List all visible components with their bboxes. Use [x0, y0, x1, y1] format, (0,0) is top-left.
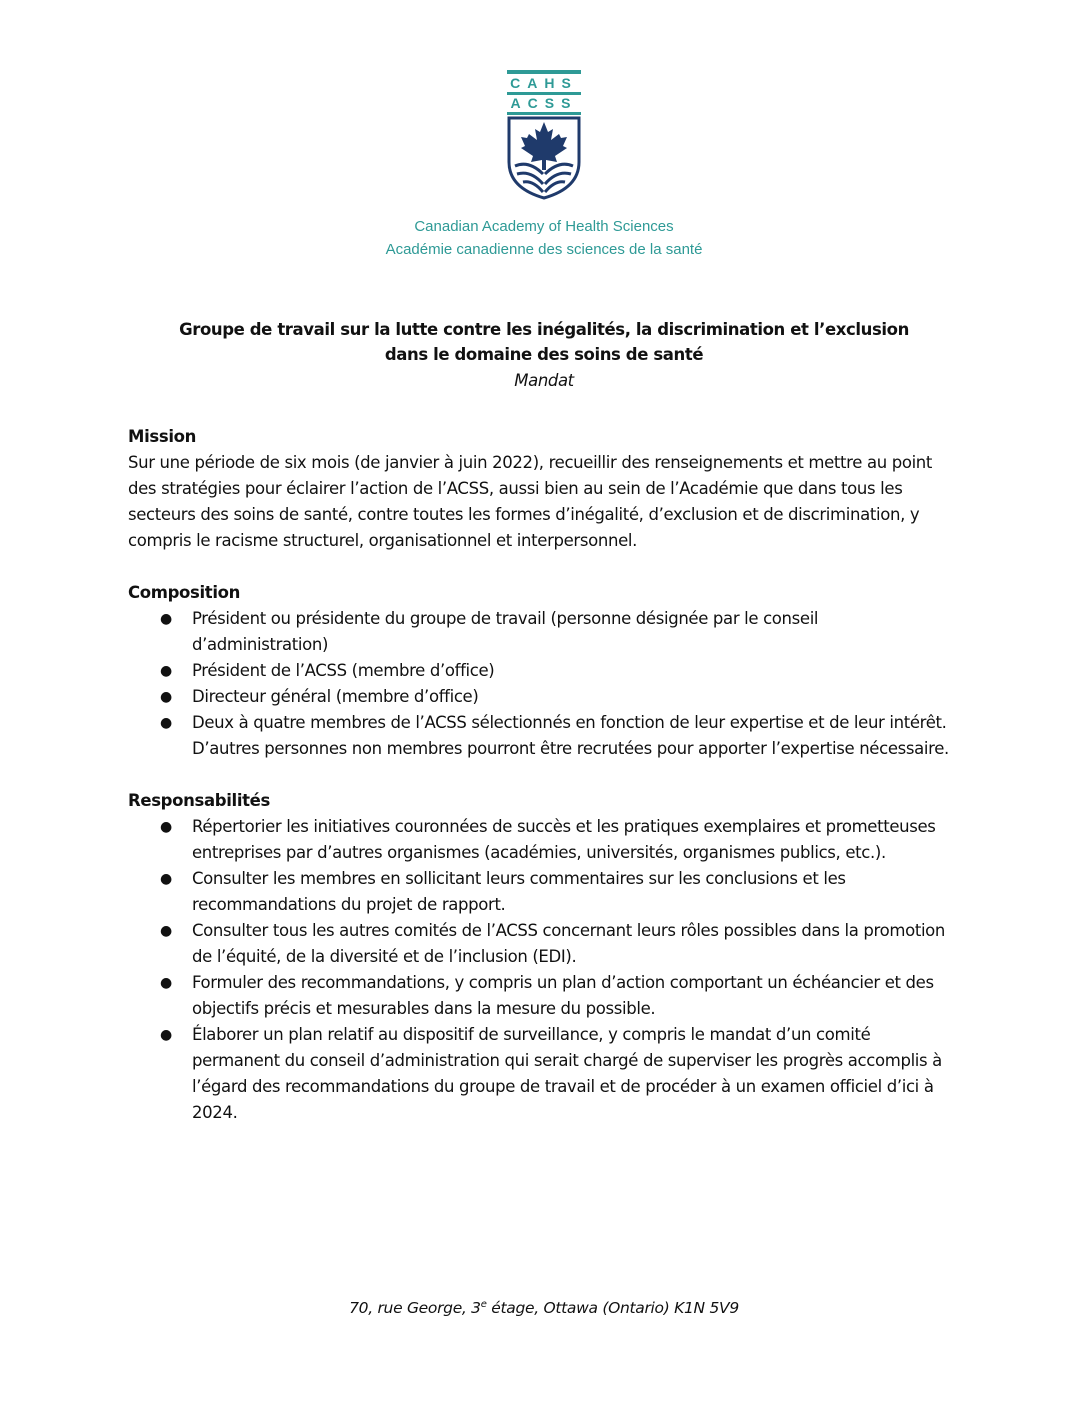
- list-item: [128, 684, 960, 710]
- bullet-icon: ●: [160, 871, 172, 887]
- bullet-icon: ●: [160, 923, 172, 939]
- list-item-text: Président de l’ACSS (membre d’office): [192, 661, 495, 680]
- organization-name-english: Canadian Academy of Health Sciences: [414, 218, 674, 235]
- bullet-icon: ●: [160, 819, 172, 835]
- bullet-icon: ●: [160, 975, 172, 991]
- list-item-text: Consulter les membres en sollicitant leurs commentaires sur les conclusions et les recommandations du projet de rapport.: [192, 869, 846, 914]
- list-item: [128, 710, 960, 762]
- list-item-text: Répertorier les initiatives couronnées de succès et les pratiques exemplaires et prometteuses entreprises par d’autres organismes (académies, universités, organismes publics, etc.).: [192, 817, 936, 862]
- list-item-text: Président ou présidente du groupe de travail (personne désignée par le conseil d’administration): [192, 609, 819, 654]
- document-title-line-2: dans le domaine des soins de santé: [384, 345, 704, 364]
- list-item-text: Consulter tous les autres comités de l’ACSS concernant leurs rôles possibles dans la promotion de l’équité, de la diversité et de l’inclusion (EDI).: [192, 921, 946, 966]
- bullet-icon: ●: [160, 611, 172, 627]
- list-item: [128, 1022, 960, 1126]
- logo-text-cahs: CAHS: [510, 75, 578, 91]
- logo-top-bar: [507, 70, 581, 74]
- bullet-icon: ●: [160, 689, 172, 705]
- document-body: [128, 424, 960, 1152]
- list-item: [128, 658, 960, 684]
- bullet-icon: ●: [160, 663, 172, 679]
- responsabilites-heading: Responsabilités: [128, 791, 270, 810]
- footer-address: [0, 1299, 1088, 1317]
- document-title-line-1: Groupe de travail sur la lutte contre les inégalités, la discrimination et l’exclusion: [179, 320, 909, 339]
- list-item-text: Formuler des recommandations, y compris un plan d’action comportant un échéancier et des objectifs précis et mesurables dans la mesure du possible.: [192, 973, 934, 1018]
- list-item: [128, 866, 960, 918]
- list-item-text: Deux à quatre membres de l’ACSS sélectionnés en fonction de leur expertise et de leur intérêt. D’autres personnes non membres pourront être recrutées pour apporter l’expertise nécessaire.: [192, 713, 949, 758]
- composition-list: [128, 606, 960, 762]
- mission-section: [128, 424, 960, 554]
- footer-address-part-1: 70, rue George, 3: [349, 1299, 481, 1318]
- list-item-text: Directeur général (membre d’office): [192, 687, 479, 706]
- logo: [0, 66, 1088, 200]
- list-item: [128, 918, 960, 970]
- logo-text-acss: ACSS: [510, 95, 578, 111]
- bullet-icon: ●: [160, 715, 172, 731]
- list-item: [128, 970, 960, 1022]
- footer-address-superscript: e: [480, 1299, 487, 1310]
- list-item-text: Élaborer un plan relatif au dispositif de surveillance, y compris le mandat d’un comité permanent du conseil d’administration qui serait chargé de superviser les progrès accomplis à l’égard des recommandations du groupe de travail et de procéder à un examen officiel d’ici à 2024.: [192, 1025, 942, 1122]
- cahs-acss-logo: [505, 66, 583, 200]
- list-item: [128, 814, 960, 866]
- footer-address-part-2: étage, Ottawa (Ontario) K1N 5V9: [486, 1299, 739, 1318]
- mission-heading: Mission: [128, 427, 197, 446]
- organization-name-french: Académie canadienne des sciences de la santé: [385, 241, 703, 258]
- composition-heading: Composition: [128, 583, 241, 602]
- logo-lower-bar: [507, 112, 581, 115]
- responsabilites-section: [128, 788, 960, 1126]
- responsabilites-list: [128, 814, 960, 1126]
- bullet-icon: ●: [160, 1027, 172, 1043]
- mission-text: Sur une période de six mois (de janvier à juin 2022), recueillir des renseignements et mettre au point des stratégies pour éclairer l’action de l’ACSS, aussi bien au sein de l’Académie que dans tous les secteurs des soins de santé, contre toutes les formes d’inégalité, d’exclusion et de discrimination, y compris le racisme structurel, organisationnel et interpersonnel.: [128, 453, 933, 550]
- document-subtitle: Mandat: [514, 371, 574, 390]
- list-item: [128, 606, 960, 658]
- composition-section: [128, 580, 960, 762]
